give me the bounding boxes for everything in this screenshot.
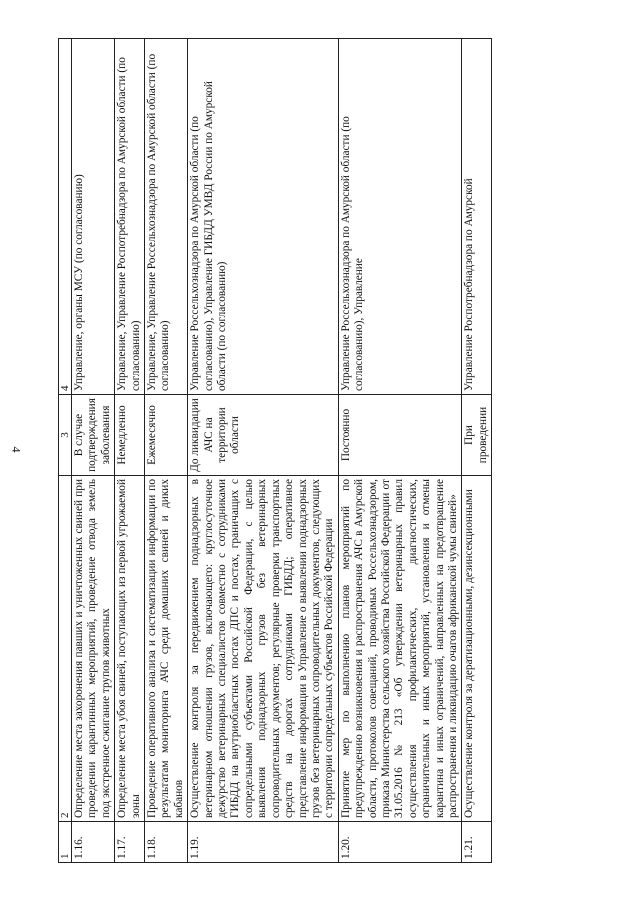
row-executor: Управление, Управление Роспотребнадзора по Амурской области (по согласованию) — [115, 39, 145, 395]
row-executor: Управление, органы МСУ (по согласованию) — [72, 39, 115, 395]
table-row — [188, 39, 338, 863]
row-executor: Управление Россельхознадзора по Амурской области (по согласованию), Управление — [338, 39, 462, 395]
row-measure: Определение места убоя свиней, поступающих из первой угрожаемой зоны — [115, 476, 145, 822]
page-number: 4 — [9, 446, 24, 453]
row-executor: Управление, Управление Россельхознадзора по Амурской области (по согласованию) — [145, 39, 188, 395]
rotated-page — [58, 38, 583, 863]
header-col-1: 1 — [59, 822, 72, 863]
row-number: 1.18. — [145, 822, 188, 863]
row-number: 1.16. — [72, 822, 115, 863]
header-row — [59, 39, 72, 863]
row-measure: Осуществление контроля за дератизационными, дезинсекционными — [462, 476, 492, 822]
row-term: При проведении — [462, 395, 492, 476]
table-row — [338, 39, 462, 863]
header-col-4: 4 — [59, 39, 72, 395]
row-executor: Управление Роспотребнадзора по Амурской — [462, 39, 492, 395]
header-col-2: 2 — [59, 476, 72, 822]
row-measure: Определение места захоронения павших и уничтоженных свиней при проведении карантинных мероприятий, проведение отвода земель под экстренное сжигание трупов животных — [72, 476, 115, 822]
row-term: Ежемесячно — [145, 395, 188, 476]
row-term: Немедленно — [115, 395, 145, 476]
table-row — [115, 39, 145, 863]
row-measure: Принятие мер по выполнению планов мероприятий по предупреждению возникновения и распространения АЧС в Амурской области, протоколов совещаний, проводимых Россельхознадзором, приказа Министерства сельского хозяйства Российской Федерации от 31.05.2016 № 213 «Об утверждении ветеринарных правил осуществления профилактических, диагностических, ограничительных и иных мероприятий, установления и отмены карантина и иных ограничений, направленных на предотвращение распространения и ликвидацию очагов африканской чумы свиней» — [338, 476, 462, 822]
row-measure: Осуществление контроля за передвижением поднадзорных в ветеринарном отношении грузов, включающего: круглосуточное дежурство ветеринарных специалистов совместно с сотрудниками ГИБДД на внутриобластных постах ДПС и постах, граничащих с сопредельными субъектами Российской Федерации, с целью выявления поднадзорных грузов без ветеринарных сопроводительных документов; регулярные проверки транспортных средств на дорогах сотрудниками ГИБДД; оперативное представление информации в Управление о выявлении поднадзорных грузов без ветеринарных сопроводительных документов, следующих с территории сопредельных субъектов Российской Федерации — [188, 476, 338, 822]
row-term: Постоянно — [338, 395, 462, 476]
table-row — [145, 39, 188, 863]
measures-table — [58, 38, 492, 863]
row-number: 1.21. — [462, 822, 492, 863]
row-term: До ликвидации АЧС на территории области — [188, 395, 338, 476]
row-number: 1.20. — [338, 822, 462, 863]
table-row — [462, 39, 492, 863]
table-container — [58, 38, 583, 863]
row-number: 1.19. — [188, 822, 338, 863]
table-row — [72, 39, 115, 863]
header-col-3: 3 — [59, 395, 72, 476]
row-number: 1.17. — [115, 822, 145, 863]
row-executor: Управление Россельхознадзора по Амурской области (по согласованию), Управление ГИБДД УМВД России по Амурской области (по согласованию) — [188, 39, 338, 395]
row-term: В случае подтверждения заболевания — [72, 395, 115, 476]
row-measure: Проведение оперативного анализа и систематизации информации по результатам мониторинга АЧС среди домашних свиней и диких кабанов — [145, 476, 188, 822]
